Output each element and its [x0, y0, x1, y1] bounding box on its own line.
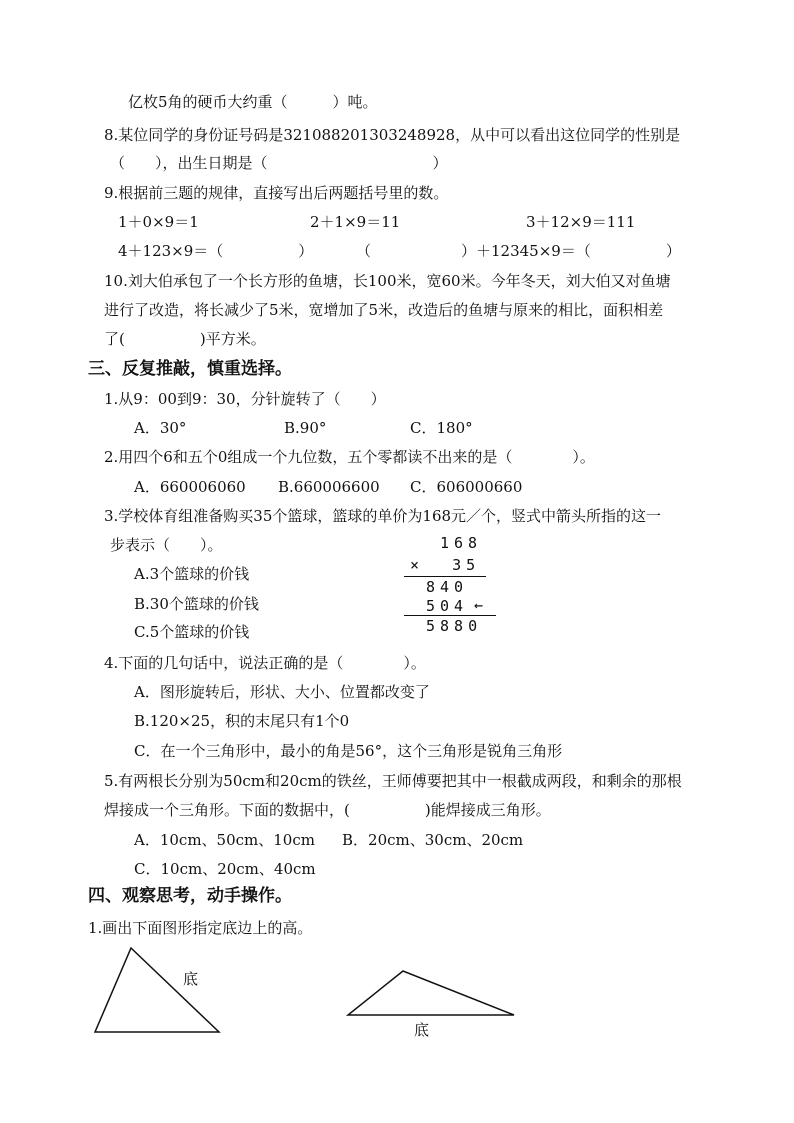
triangle-2-base-label: 底 — [414, 1021, 430, 1039]
q9-blank-2: （ ）＋12345×9＝（ ） — [356, 242, 681, 260]
s3-q1-option-c: C．180° — [410, 419, 473, 437]
q9-example-3: 3＋12×9＝111 — [526, 213, 636, 231]
s3-q4-option-c: C．在一个三角形中，最小的角是56°，这个三角形是锐角三角形 — [134, 742, 563, 760]
s3-q1-option-a: A．30° — [134, 419, 187, 437]
q8-line-1: 8.某位同学的身份证号码是321088201303248928，从中可以看出这位同学的性别是 — [104, 126, 681, 144]
s3-q3-option-b: B.30个篮球的价钱 — [134, 595, 259, 613]
s3-q5-line-1: 5.有两根长分别为50cm和20cm的铁丝，王师傅要把其中一根截成两段，和剩余的那根 — [104, 772, 682, 790]
s3-q2-option-c: C．606000660 — [410, 478, 523, 496]
q9-prompt: 9.根据前三题的规律，直接写出后两题括号里的数。 — [104, 184, 449, 202]
s3-q4-option-b: B.120×25，积的末尾只有1个0 — [134, 712, 350, 730]
section-3-heading: 三、反复推敲，慎重选择。 — [88, 359, 292, 379]
q9-example-1: 1＋0×9＝1 — [118, 213, 199, 231]
q8-line-2: （ ），出生日期是（ ） — [110, 154, 448, 172]
q10-line-1: 10.刘大伯承包了一个长方形的鱼塘，长100米，宽60米。今年冬天，刘大伯又对鱼塘 — [104, 272, 671, 290]
s3-q1-option-b: B.90° — [284, 419, 327, 437]
q9-blank-1: 4＋123×9＝（ ） — [118, 242, 314, 260]
s3-q2-option-a: A．660006060 — [134, 478, 246, 496]
q10-line-3: 了( )平方米。 — [104, 330, 266, 348]
q10-line-2: 进行了改造，将长减少了5米，宽增加了5米，改造后的鱼塘与原来的相比，面积相差 — [104, 301, 664, 319]
s3-q5-line-2: 焊接成一个三角形。下面的数据中，( )能焊接成三角形。 — [104, 801, 551, 819]
vertical-product: 5880 — [426, 617, 483, 635]
s3-q5-option-b: B．20cm、30cm、20cm — [342, 831, 524, 849]
left-arrow-icon: ← — [474, 596, 484, 614]
s3-q5-option-a: A．10cm、50cm、10cm — [134, 831, 315, 849]
s3-q2: 2.用四个6和五个0组成一个九位数，五个零都读不出来的是（ ）。 — [104, 448, 595, 466]
section-4-heading: 四、观察思考，动手操作。 — [88, 886, 292, 906]
triangle-1 — [95, 948, 219, 1032]
s3-q5-option-c: C．10cm、20cm、40cm — [134, 860, 316, 878]
s3-q3-option-a: A.3个篮球的价钱 — [134, 565, 250, 583]
s3-q3-option-c: C.5个篮球的价钱 — [134, 623, 250, 641]
s4-q1: 1.画出下面图形指定底边上的高。 — [88, 919, 313, 937]
q9-example-2: 2＋1×9＝11 — [310, 213, 401, 231]
triangle-1-base-label: 底 — [183, 970, 199, 988]
s3-q1: 1.从9：00到9：30，分针旋转了（ ） — [104, 390, 386, 408]
vertical-partial-1: 840 — [426, 578, 469, 596]
s3-q3-line-2: 步表示（ ）。 — [110, 536, 223, 554]
vertical-multiplier: × 35 — [410, 556, 481, 574]
s3-q4: 4.下面的几句话中，说法正确的是（ ）。 — [104, 654, 426, 672]
triangle-2 — [348, 971, 514, 1015]
vertical-multiplicand: 168 — [440, 534, 483, 552]
s3-q4-option-a: A．图形旋转后，形状、大小、位置都改变了 — [134, 683, 430, 701]
vertical-partial-2: 504 — [426, 597, 469, 615]
s3-q3-line-1: 3.学校体育组准备购买35个篮球，篮球的单价为168元／个，竖式中箭头所指的这一 — [104, 507, 662, 525]
s3-q2-option-b: B.660006600 — [278, 478, 380, 496]
q7-continuation: 亿枚5角的硬币大约重（ ）吨。 — [128, 93, 378, 111]
